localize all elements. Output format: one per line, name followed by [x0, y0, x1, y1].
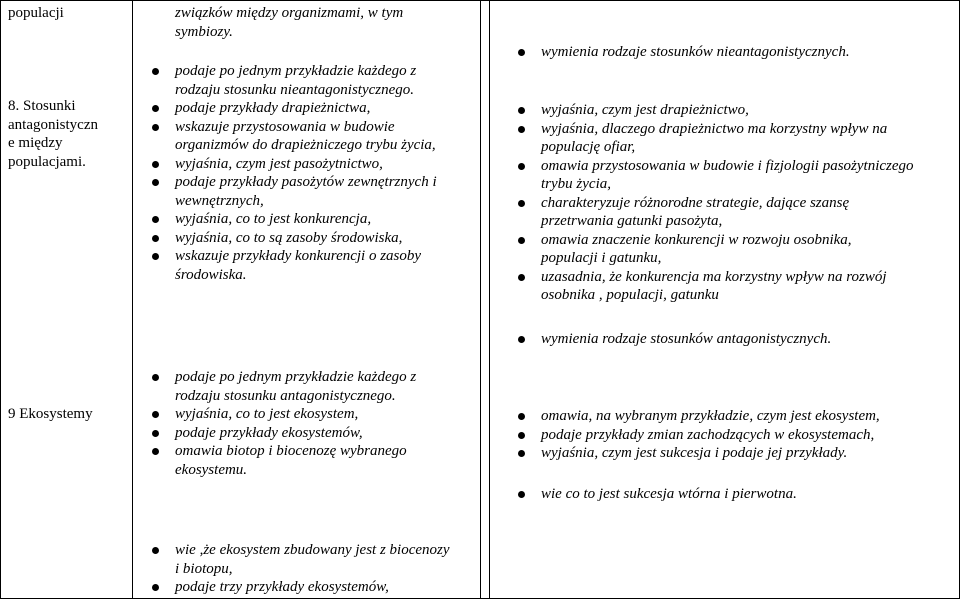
list-item	[518, 231, 954, 268]
text-line: podaje po jednym przykładzie każdego z	[175, 369, 417, 385]
list-item	[518, 485, 954, 504]
column-divider-3	[489, 0, 490, 599]
list-item	[518, 426, 954, 445]
col3-list-antagonistyczne	[518, 101, 954, 305]
text-line: ekosystemu.	[175, 461, 248, 478]
topic-line: antagonistyczn	[8, 116, 98, 133]
topic-line: e między	[8, 135, 63, 151]
list-item	[518, 43, 954, 62]
table-border-left	[0, 0, 1, 599]
col2-list-antagonistyczne	[152, 99, 477, 284]
column-divider-1	[132, 0, 133, 599]
list-item	[152, 405, 477, 424]
text-line: wskazuje przykłady konkurencji o zasoby	[175, 248, 422, 264]
col2-list-nieantagonistyczne	[152, 62, 477, 99]
text-line: omawia znaczenie konkurencji w rozwoju osobnika,	[541, 231, 852, 248]
list-item	[518, 268, 954, 305]
topic-stosunki-antagonistyczne	[8, 97, 126, 171]
list-item	[518, 444, 954, 463]
text-line: podaje przykłady pasożytów zewnętrznych i	[175, 174, 437, 190]
text-line: wyjaśnia, czym jest drapieżnictwo,	[541, 102, 749, 118]
list-item	[152, 424, 477, 443]
topic-populacji: populacji	[8, 5, 64, 21]
list-item	[152, 62, 477, 99]
list-item	[152, 578, 477, 597]
text-line: wyjaśnia, czym jest sukcesja i podaje jej przykłady.	[541, 445, 848, 461]
text-line: wymienia rodzaje stosunków antagonistycznych.	[541, 331, 832, 347]
text-line: podaje po jednym przykładzie każdego z	[175, 63, 417, 79]
col2-list-ekosystem-budowa	[152, 541, 477, 597]
list-item	[152, 442, 477, 479]
text-line: uzasadnia, że konkurencja ma korzystny wpływ na rozwój	[541, 268, 887, 285]
text-line: symbiozy.	[175, 23, 233, 40]
text-line: omawia biotop i biocenozę wybranego	[175, 443, 407, 459]
text-line: wymienia rodzaje stosunków nieantagonistycznych.	[541, 44, 850, 60]
list-item	[152, 229, 477, 248]
text-line: populację ofiar,	[541, 139, 636, 155]
text-line: populacji i gatunku,	[541, 250, 662, 266]
text-line: podaje przykłady zmian zachodzących w ekosystemach,	[541, 426, 875, 443]
text-line: wie co to jest sukcesja wtórna i pierwotna.	[541, 486, 797, 502]
text-line: wewnętrznych,	[175, 192, 264, 209]
text-line: rodzaju stosunku antagonistycznego.	[175, 387, 396, 404]
col3-list-ekosystemy	[518, 407, 954, 463]
list-item	[518, 194, 954, 231]
text-line: i biotopu,	[175, 560, 233, 577]
list-item	[518, 407, 954, 426]
col2-list-ekosystemy	[152, 405, 477, 479]
text-line: wyjaśnia, czym jest pasożytnictwo,	[175, 155, 383, 172]
text-line: charakteryzuje różnorodne strategie, dające szansę	[541, 194, 850, 211]
col2-continuation-text	[152, 4, 495, 41]
list-item	[152, 368, 477, 405]
text-line: organizmów do drapieżniczego trybu życia,	[175, 137, 436, 153]
text-line: podaje przykłady drapieżnictwa,	[175, 100, 371, 116]
text-line: wyjaśnia, co to jest ekosystem,	[175, 406, 359, 422]
list-item	[518, 330, 954, 349]
text-line: wskazuje przystosowania w budowie	[175, 118, 395, 135]
text-line: trybu życia,	[541, 176, 611, 192]
col2-list-przyklady-antagonistyczne	[152, 368, 477, 405]
column-divider-2	[480, 0, 481, 599]
text-line: wyjaśnia, dlaczego drapieżnictwo ma korzystny wpływ na	[541, 120, 888, 137]
list-item	[152, 118, 477, 155]
text-line: podaje przykłady ekosystemów,	[175, 424, 363, 441]
text-line: omawia, na wybranym przykładzie, czym jest ekosystem,	[541, 408, 880, 424]
list-item	[152, 210, 477, 229]
text-line: rodzaju stosunku nieantagonistycznego.	[175, 81, 415, 98]
topic-ekosystemy: 9 Ekosystemy	[8, 406, 93, 422]
text-line: omawia przystosowania w budowie i fizjologii pasożytniczego	[541, 157, 914, 174]
topic-line: 8. Stosunki	[8, 98, 76, 114]
col3-list-wymienia-antagonistyczne	[518, 330, 954, 349]
list-item	[518, 120, 954, 157]
list-item	[152, 155, 477, 174]
text-line: wyjaśnia, co to są zasoby środowiska,	[175, 229, 403, 246]
text-line: przetrwania gatunki pasożyta,	[541, 213, 723, 229]
list-item	[518, 101, 954, 120]
list-item	[518, 157, 954, 194]
list-item	[152, 173, 477, 210]
text-line: związków między organizmami, w tym	[175, 5, 404, 21]
text-line: wyjaśnia, co to jest konkurencja,	[175, 211, 372, 227]
text-line: podaje trzy przykłady ekosystemów,	[175, 579, 389, 595]
text-line: osobnika , populacji, gatunku	[541, 287, 719, 303]
col3-list-nieantagonistyczne	[518, 43, 954, 62]
topic-line: populacjami.	[8, 153, 86, 170]
col3-list-sukcesja	[518, 485, 954, 504]
list-item	[152, 247, 477, 284]
text-line: wie ,że ekosystem zbudowany jest z biocenozy	[175, 542, 450, 558]
text-line: środowiska.	[175, 266, 247, 283]
list-item	[152, 99, 477, 118]
list-item	[152, 541, 477, 578]
